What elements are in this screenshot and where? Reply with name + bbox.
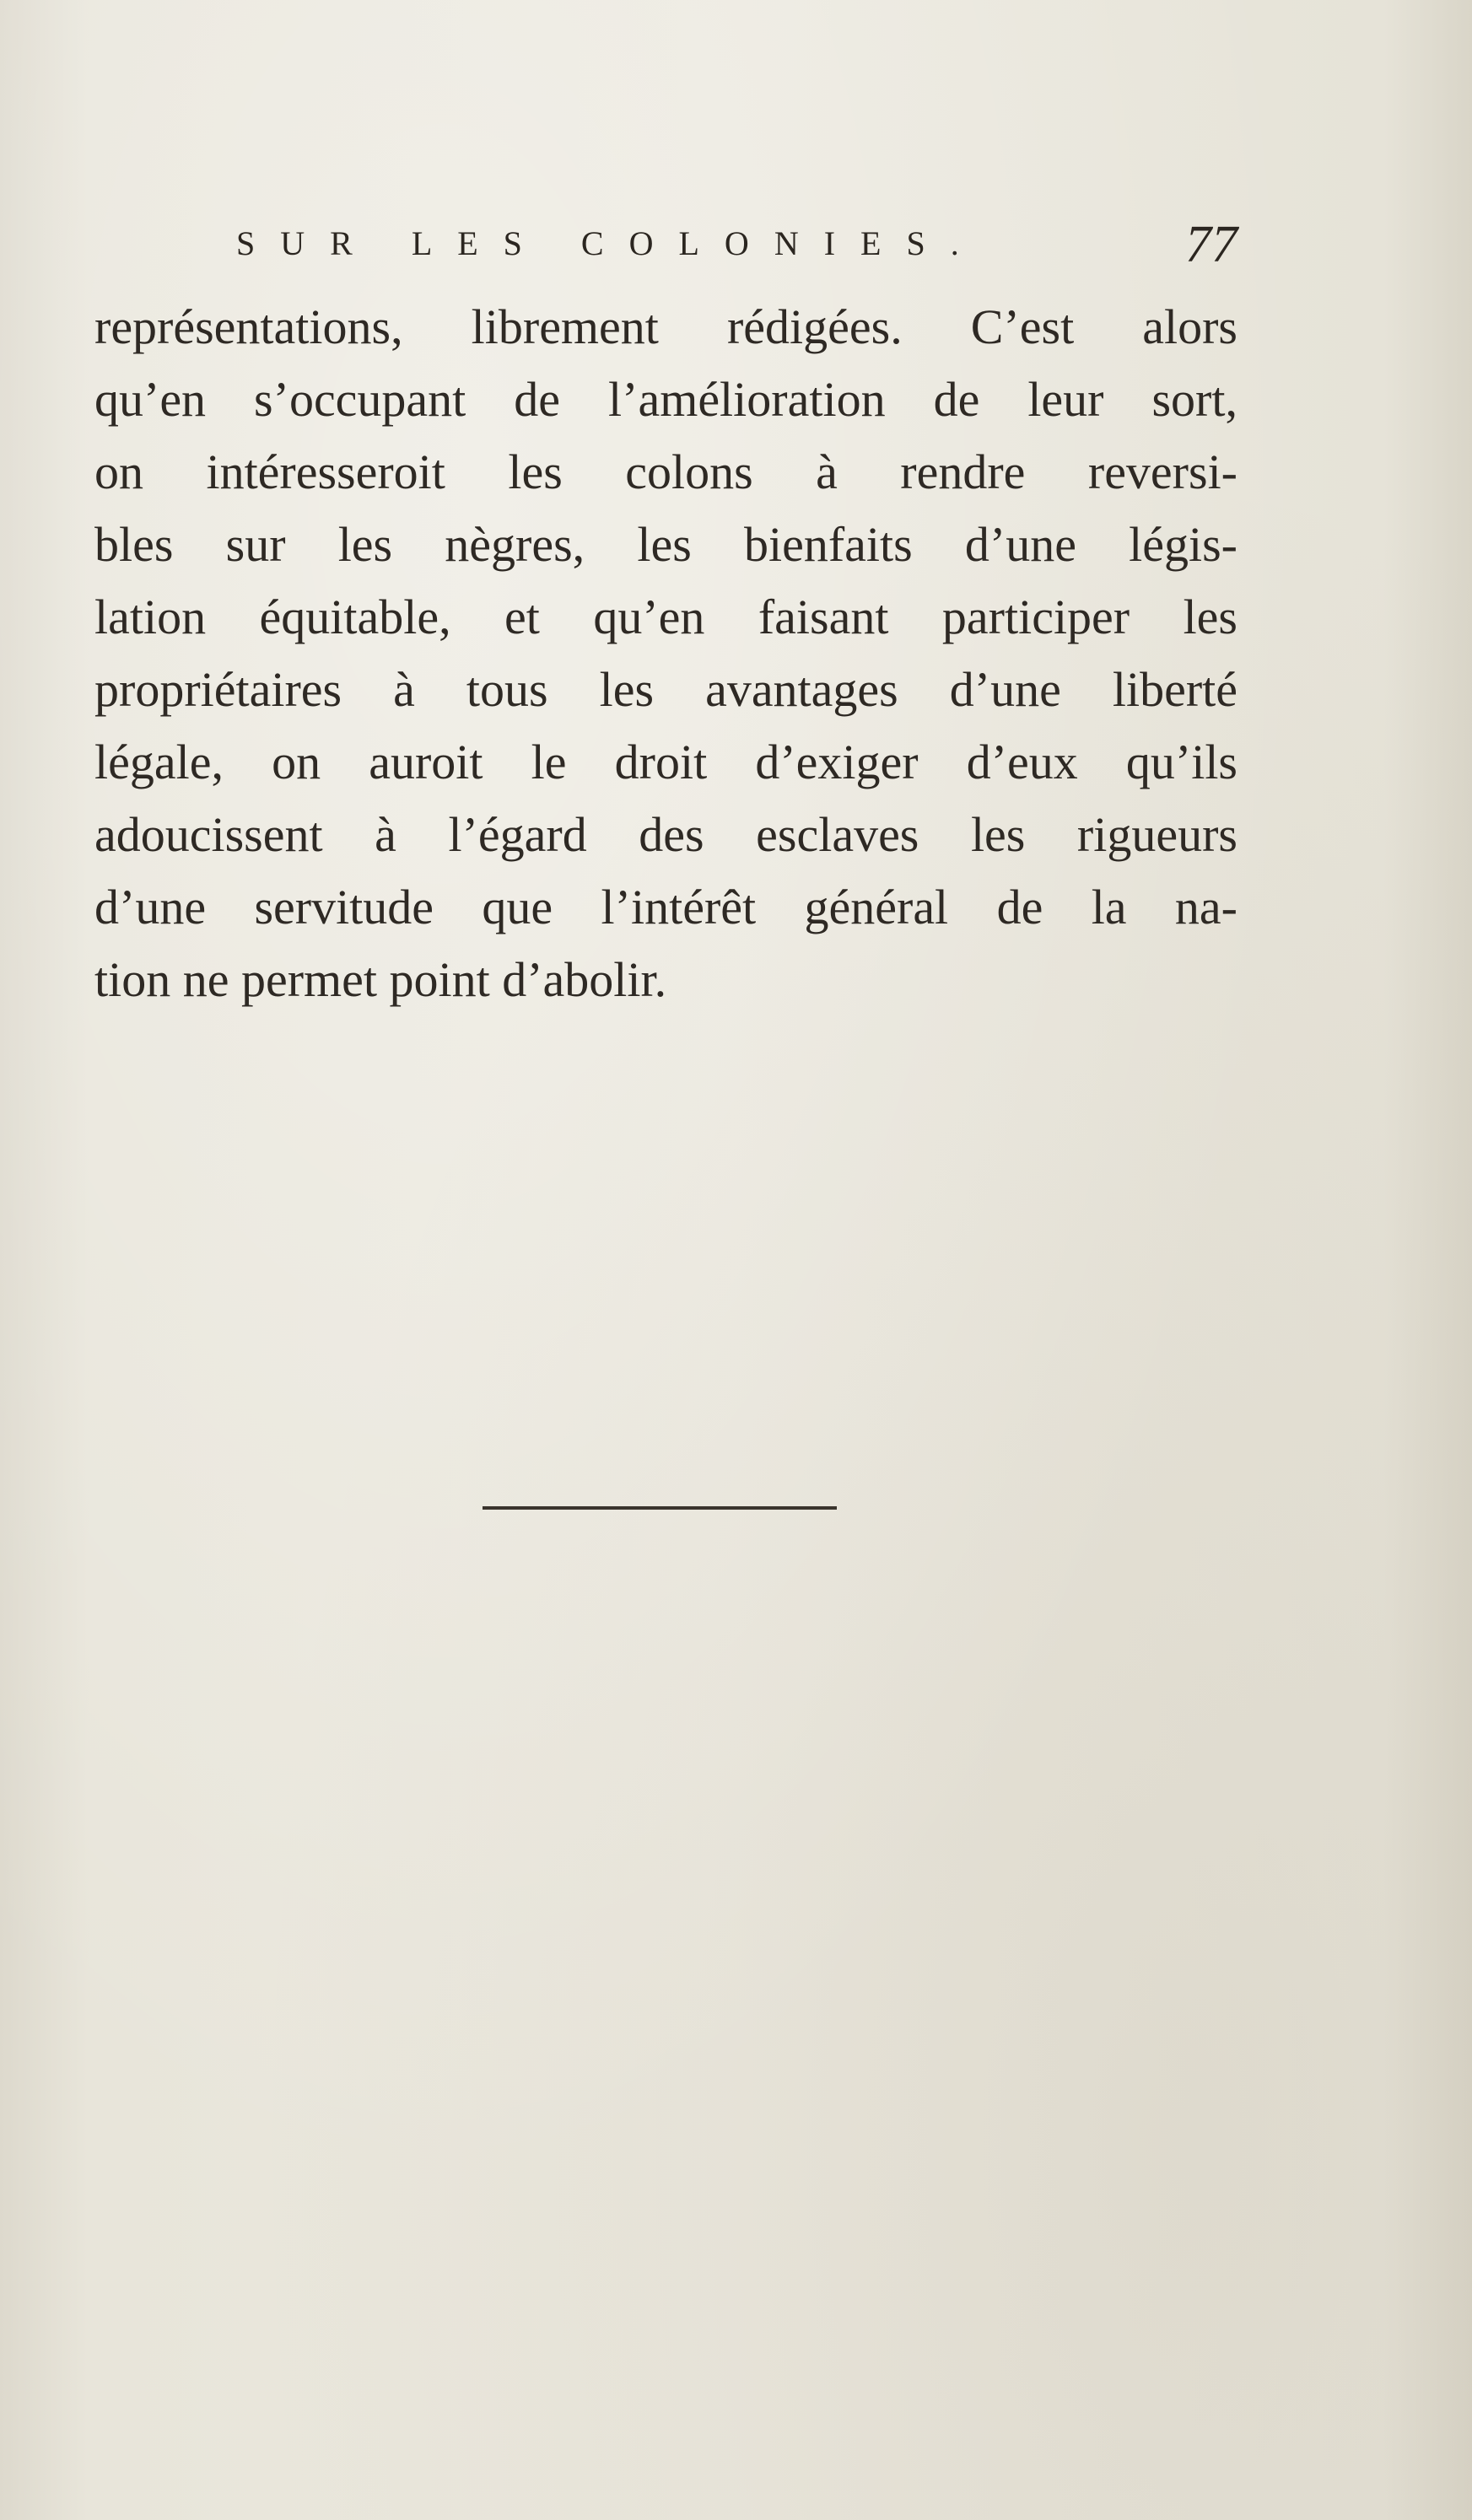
body-paragraph <box>94 291 1237 1016</box>
text-line: propriétaires à tous les avantages d’une liberté <box>94 662 1237 717</box>
page-number: 77 <box>1185 216 1237 273</box>
text-line: on intéresseroit les colons à rendre reversi- <box>94 444 1237 499</box>
text-line: d’une servitude que l’intérêt général de la na- <box>94 880 1237 934</box>
text-line: représentations, librement rédigées. C’est alors <box>94 299 1237 354</box>
section-end-rule <box>483 1506 837 1510</box>
text-line-last: tion ne permet point d’abolir. <box>94 952 667 1007</box>
text-line: adoucissent à l’égard des esclaves les rigueurs <box>94 807 1237 862</box>
text-line: légale, on auroit le droit d’exiger d’eux qu’ils <box>94 735 1237 789</box>
text-line: bles sur les nègres, les bienfaits d’une légis- <box>94 517 1237 572</box>
text-line: qu’en s’occupant de l’amélioration de leur sort, <box>94 372 1237 427</box>
text-line: lation équitable, et qu’en faisant participer les <box>94 590 1237 644</box>
reverse-page-bleed-through <box>110 995 1291 2260</box>
running-head: SUR LES COLONIES. <box>236 224 984 262</box>
